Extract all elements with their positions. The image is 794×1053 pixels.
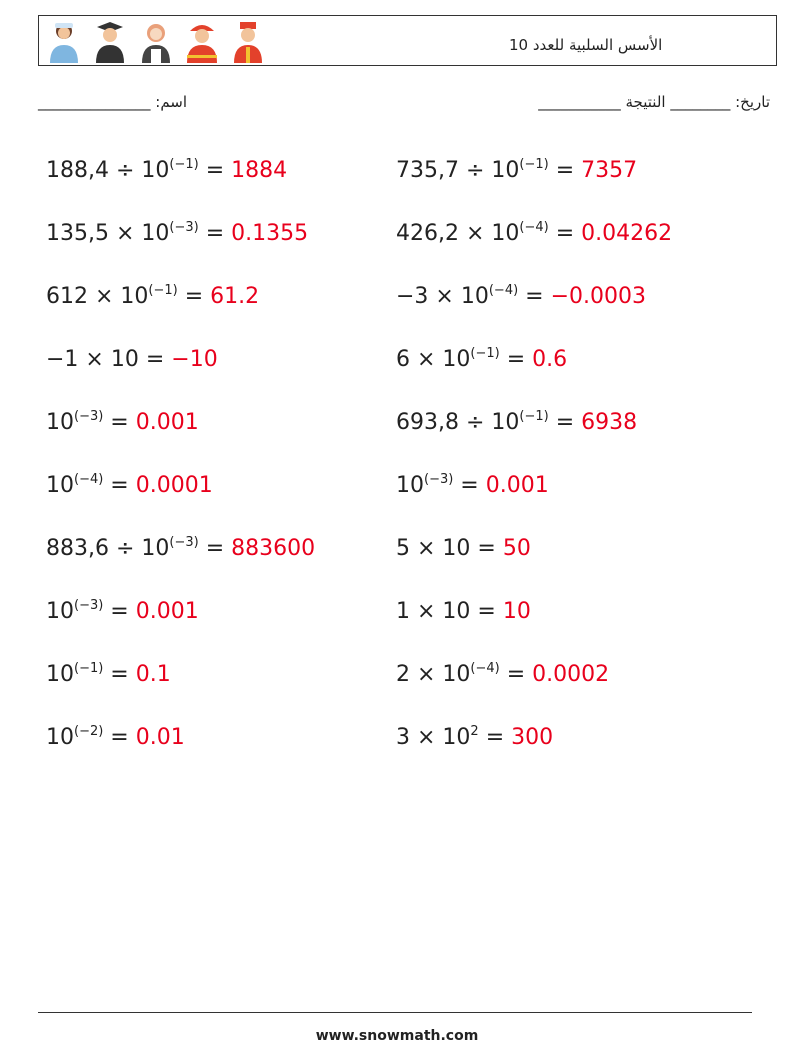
- problem-expression: −1 × 10: [46, 347, 139, 372]
- problem-item: [396, 203, 746, 266]
- problem-exponent: (−1): [519, 157, 549, 172]
- problem-item: [396, 392, 746, 455]
- problem-expression: 10: [46, 725, 74, 750]
- problem-item: [396, 266, 746, 329]
- problem-item: [46, 329, 396, 392]
- problem-expression: 10: [46, 410, 74, 435]
- problem-answer: 0.001: [485, 473, 549, 498]
- problem-exponent: (−3): [169, 535, 199, 550]
- problem-item: [396, 581, 746, 644]
- problem-item: [46, 518, 396, 581]
- problem-answer: 0.1: [135, 662, 171, 687]
- avatar-row: [45, 19, 267, 63]
- problem-exponent: (−4): [74, 472, 104, 487]
- problem-answer: 0.001: [135, 410, 199, 435]
- problem-expression: 188,4 ÷ 10: [46, 158, 170, 183]
- problem-answer: 0.01: [135, 725, 185, 750]
- problem-item: [396, 518, 746, 581]
- header-box: [38, 15, 777, 66]
- footer-divider: [38, 1012, 752, 1013]
- problem-expression: −3 × 10: [396, 284, 489, 309]
- problem-item: [46, 392, 396, 455]
- problem-answer: 0.0001: [135, 473, 213, 498]
- problem-exponent: (−1): [470, 346, 500, 361]
- equals-sign: =: [453, 473, 486, 498]
- problem-item: [46, 203, 396, 266]
- equals-sign: =: [499, 347, 533, 372]
- problem-item: [396, 455, 746, 518]
- problem-expression: 3 × 10: [396, 725, 471, 750]
- firefighter-avatar-icon: [183, 19, 221, 63]
- problem-exponent: (−1): [169, 157, 199, 172]
- problem-item: [396, 707, 746, 770]
- problem-answer: 10: [502, 599, 531, 624]
- problem-exponent: (−4): [470, 661, 500, 676]
- problem-exponent: (−4): [488, 283, 519, 298]
- equals-sign: =: [198, 221, 232, 246]
- problem-expression: 2 × 10: [396, 662, 471, 687]
- problem-answer: −0.0003: [550, 284, 647, 309]
- problem-expression: 426,2 × 10: [396, 221, 520, 246]
- equals-sign: =: [478, 725, 512, 750]
- problem-item: [46, 644, 396, 707]
- equals-sign: =: [499, 662, 533, 687]
- problem-expression: 5 × 10: [396, 536, 471, 561]
- problem-answer: 61.2: [210, 284, 260, 309]
- problem-exponent: (−1): [519, 409, 549, 424]
- problem-grid: [46, 140, 746, 770]
- problem-exponent: (−3): [74, 598, 104, 613]
- problem-exponent: (−1): [148, 283, 178, 298]
- problem-expression: 1 × 10: [396, 599, 471, 624]
- equals-sign: =: [103, 662, 136, 687]
- problem-item: [46, 140, 396, 203]
- problem-expression: 10: [46, 473, 74, 498]
- problem-exponent: (−1): [74, 661, 104, 676]
- problem-expression: 10: [46, 599, 74, 624]
- problem-expression: 10: [396, 473, 424, 498]
- equals-sign: =: [548, 158, 582, 183]
- problem-item: [46, 266, 396, 329]
- problem-answer: 1884: [231, 158, 288, 183]
- problem-exponent: (−3): [424, 472, 454, 487]
- equals-sign: =: [103, 410, 136, 435]
- problem-exponent: 2: [470, 724, 479, 739]
- problem-answer: 0.6: [532, 347, 568, 372]
- problem-answer: 0.1355: [231, 221, 309, 246]
- equals-sign: =: [548, 410, 582, 435]
- problem-item: [396, 329, 746, 392]
- page-title: الأسس السلبية للعدد 10: [509, 36, 663, 54]
- problem-expression: 6 × 10: [396, 347, 471, 372]
- problem-expression: 883,6 ÷ 10: [46, 536, 170, 561]
- graduate-avatar-icon: [91, 19, 129, 63]
- problem-answer: 300: [511, 725, 554, 750]
- problem-answer: 6938: [581, 410, 638, 435]
- problem-item: [46, 707, 396, 770]
- problem-expression: 693,8 ÷ 10: [396, 410, 520, 435]
- problem-answer: 50: [502, 536, 531, 561]
- equals-sign: =: [548, 221, 582, 246]
- problem-answer: 7357: [581, 158, 638, 183]
- equals-sign: =: [103, 599, 136, 624]
- problem-answer: −10: [171, 347, 218, 372]
- problem-exponent: (−3): [74, 409, 104, 424]
- problem-expression: 612 × 10: [46, 284, 149, 309]
- equals-sign: =: [198, 536, 232, 561]
- problem-answer: 0.04262: [581, 221, 673, 246]
- name-field: اسم: _______________: [38, 93, 188, 111]
- equals-sign: =: [103, 725, 136, 750]
- bellhop-avatar-icon: [229, 19, 267, 63]
- equals-sign: =: [138, 347, 172, 372]
- equals-sign: =: [103, 473, 136, 498]
- problem-exponent: (−4): [519, 220, 549, 235]
- problem-expression: 10: [46, 662, 74, 687]
- problem-exponent: (−2): [74, 724, 104, 739]
- nurse-avatar-icon: [45, 19, 83, 63]
- waitress-avatar-icon: [137, 19, 175, 63]
- problem-exponent: (−3): [169, 220, 199, 235]
- problem-item: [46, 455, 396, 518]
- equals-sign: =: [470, 536, 503, 561]
- footer-url: www.snowmath.com: [315, 1028, 479, 1044]
- equals-sign: =: [177, 284, 211, 309]
- problem-item: [46, 581, 396, 644]
- date-score-field: تاريخ: ________ النتيجة ___________: [538, 93, 770, 111]
- problem-item: [396, 644, 746, 707]
- problem-expression: 135,5 × 10: [46, 221, 170, 246]
- problem-answer: 0.001: [135, 599, 199, 624]
- equals-sign: =: [518, 284, 551, 309]
- equals-sign: =: [470, 599, 503, 624]
- problem-expression: 735,7 ÷ 10: [396, 158, 520, 183]
- problem-answer: 0.0002: [532, 662, 610, 687]
- problem-item: [396, 140, 746, 203]
- problem-answer: 883600: [231, 536, 316, 561]
- equals-sign: =: [198, 158, 232, 183]
